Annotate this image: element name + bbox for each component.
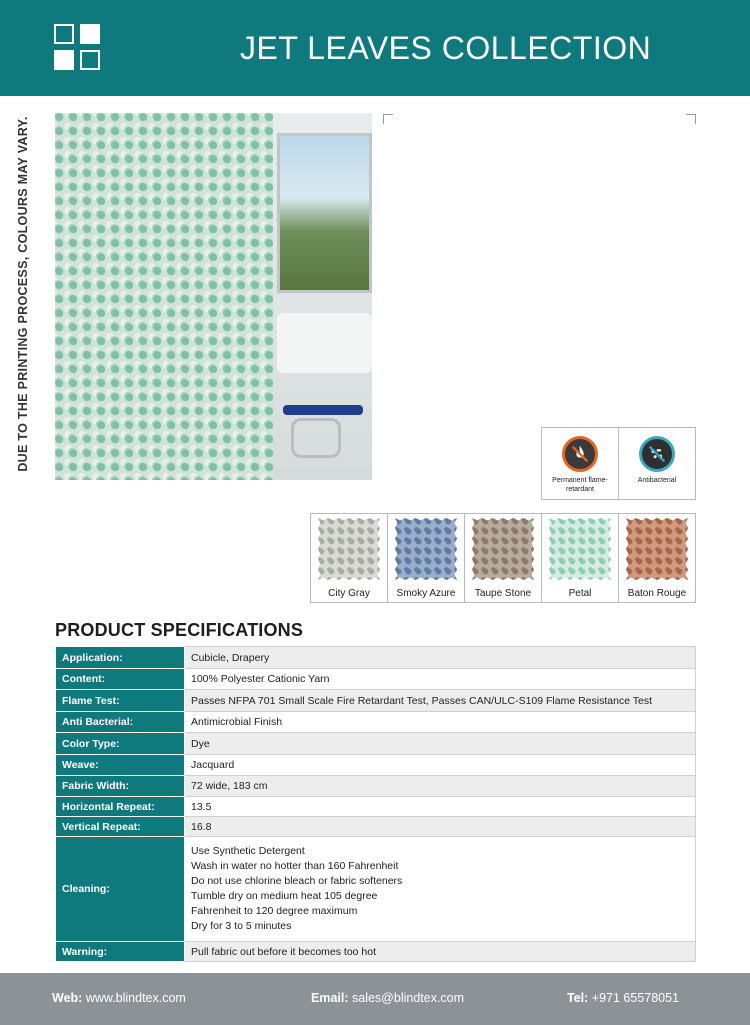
spec-label: Cleaning: <box>56 837 185 942</box>
spec-label: Anti Bacterial: <box>56 712 185 733</box>
swatch-name: Petal <box>568 588 592 599</box>
swatch-name: Baton Rouge <box>627 588 687 599</box>
table-row <box>56 797 696 817</box>
cleaning-line: Do not use chlorine bleach or fabric softeners <box>191 875 403 887</box>
spec-label: Flame Test: <box>56 690 185 712</box>
table-row <box>56 837 696 942</box>
feature-label: Permanent flame-retardant <box>552 477 608 494</box>
swatch-name: City Gray <box>328 588 370 599</box>
product-photo <box>55 113 372 480</box>
footer-web <box>52 991 186 1005</box>
spec-label: Vertical Repeat: <box>56 817 185 837</box>
cleaning-instructions <box>185 837 696 942</box>
email-link[interactable]: sales@blindtex.com <box>352 991 465 1005</box>
spec-value: Passes NFPA 701 Small Scale Fire Retardant Test, Passes CAN/ULC-S109 Flame Resistance Test <box>185 690 696 712</box>
spec-value: Dye <box>185 733 696 755</box>
swatch-image <box>318 518 380 580</box>
swatch-taupe-stone[interactable] <box>464 514 541 602</box>
spec-value: Jacquard <box>185 755 696 776</box>
web-link[interactable]: www.blindtex.com <box>85 991 186 1005</box>
table-row <box>56 669 696 690</box>
spec-value: Antimicrobial Finish <box>185 712 696 733</box>
spec-label: Fabric Width: <box>56 776 185 797</box>
web-label: Web: <box>52 991 83 1005</box>
footer-tel <box>567 991 679 1005</box>
spec-label: Warning: <box>56 942 185 962</box>
swatch-image <box>472 518 534 580</box>
table-row <box>56 712 696 733</box>
swatch-name: Taupe Stone <box>474 588 532 599</box>
specifications-table <box>55 646 696 962</box>
spec-label: Content: <box>56 669 185 690</box>
header-bar <box>0 0 750 96</box>
cleaning-line: Dry for 3 to 5 minutes <box>191 920 292 932</box>
spec-value: 13.5 <box>185 797 696 817</box>
spec-value: 72 wide, 183 cm <box>185 776 696 797</box>
table-row <box>56 776 696 797</box>
page-title: JET LEAVES COLLECTION <box>240 30 652 66</box>
swatch-image <box>626 518 688 580</box>
feature-label: Antibacterial <box>637 477 677 484</box>
table-row <box>56 733 696 755</box>
table-row <box>56 690 696 712</box>
swatch-image <box>549 518 611 580</box>
cleaning-line: Tumble dry on medium heat 105 degree <box>191 890 378 902</box>
swatch-image <box>395 518 457 580</box>
swatch-petal[interactable] <box>541 514 618 602</box>
spec-value: 100% Polyester Cationic Yarn <box>185 669 696 690</box>
spec-label: Application: <box>56 647 185 669</box>
email-label: Email: <box>311 991 349 1005</box>
spec-label: Color Type: <box>56 733 185 755</box>
tel-link[interactable]: +971 65578051 <box>591 991 680 1005</box>
cleaning-line: Fahrenheit to 120 degree maximum <box>191 905 358 917</box>
flame-retardant-icon <box>562 436 598 472</box>
print-disclaimer: DUE TO THE PRINTING PROCESS, COLOURS MAY VARY. <box>16 116 30 472</box>
logo <box>54 24 102 72</box>
specifications-heading: PRODUCT SPECIFICATIONS <box>55 620 304 640</box>
curtain-image <box>55 113 273 480</box>
spec-label: Horizontal Repeat: <box>56 797 185 817</box>
swatch-smoky-azure[interactable] <box>387 514 464 602</box>
cleaning-line: Use Synthetic Detergent <box>191 845 305 857</box>
spec-value: Pull fabric out before it becomes too hot <box>185 942 696 962</box>
tel-label: Tel: <box>567 991 589 1005</box>
spec-label: Weave: <box>56 755 185 776</box>
crop-mark-top-right <box>686 114 696 124</box>
footer-email <box>311 991 464 1005</box>
table-row <box>56 817 696 837</box>
hospital-room-image <box>273 113 372 480</box>
feature-antibacterial <box>618 428 695 499</box>
spec-value: Cubicle, Drapery <box>185 647 696 669</box>
footer <box>0 973 750 1025</box>
antibacterial-icon <box>639 436 675 472</box>
table-row <box>56 647 696 669</box>
table-row <box>56 942 696 962</box>
crop-mark-top-left <box>383 114 393 124</box>
table-row <box>56 755 696 776</box>
swatch-baton-rouge[interactable] <box>618 514 695 602</box>
cleaning-line: Wash in water no hotter than 160 Fahrenheit <box>191 860 399 872</box>
feature-badges <box>541 427 696 500</box>
swatch-name: Smoky Azure <box>396 588 456 599</box>
spec-value: 16.8 <box>185 817 696 837</box>
feature-flame-retardant <box>542 428 618 499</box>
color-swatches <box>310 513 696 603</box>
swatch-city-gray[interactable] <box>311 514 387 602</box>
